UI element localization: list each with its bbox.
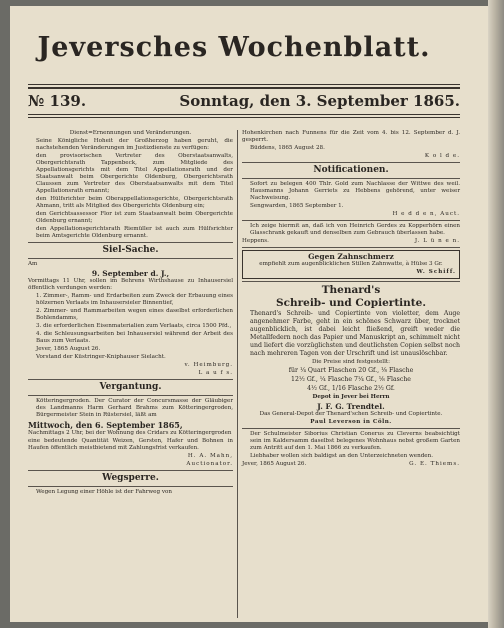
toothache-signature: W. Schiff. — [416, 269, 456, 275]
siel-date: 9. September d. J., — [91, 269, 170, 278]
toothache-title: Gegen Zahnschmerz — [308, 252, 394, 261]
house-sale-signature: G. E. Thiems. — [409, 461, 460, 467]
closure-place: Büddens, 1865 August 28. — [250, 145, 325, 151]
issue-line — [28, 92, 460, 110]
intro-paragraph: den Gerichtsassessor Flor ist zum Staatsanwalt beim Obergerichte Oldenburg ernannt; — [36, 211, 233, 224]
ink-price-line: 4½ Gf., 1/16 Flasche 2½ Gf. — [307, 385, 395, 392]
house-sale-place: Jever, 1865 August 26. — [242, 461, 307, 467]
section-separator — [242, 220, 460, 221]
ink-depot: Depot in Jever bei Herrn — [312, 394, 390, 400]
house-sale-footer — [242, 461, 460, 468]
ink-price-line: 12½ Gf., ¼ Flasche 7¼ Gf., ⅛ Flasche — [291, 376, 411, 383]
ink-dealer-name: J. F. G. Trendtel. — [317, 402, 385, 411]
wegsperre-text: Wegen Legung einer Höhle ist der Fahrweg von — [36, 489, 172, 495]
toothache-ad — [242, 250, 460, 279]
vergantung-role: Auctionator. — [186, 461, 233, 467]
section-separator — [28, 395, 233, 396]
ink-price-line: für ¼ Quart Flaschen 20 Gf., ⅛ Flasche — [288, 367, 414, 374]
notifications-title: Notificationen. — [313, 165, 389, 175]
warning-signature: J. L ü n e n. — [414, 238, 460, 244]
intro-paragraph: den Hülfsrichter beim Oberappellationsgerichte, Obergerichtsrath Ahmann, tritt als Mitglied des Obergerichts Oldenburg ein; — [36, 196, 233, 209]
house-sale-text: Der Schulmeister Siborius Christian Conerus zu Cleverns beabsichtigt sein im Kaldersamm daselbst belegenes Wohnhaus nebst großem Garten zum Antritt auf den 1. Mai 1866 zu verkaufen. — [250, 431, 460, 451]
vergantung-text: Kötteringergroden. Der Curator der Concursmasse der Gläubiger des Landmanns Harm Gerhard Brahms zum Kötteringergroden, Bürgermeister Stein in Rüstersiel, läßt am — [36, 398, 233, 418]
section-separator — [28, 242, 233, 243]
issue-rule-top — [28, 114, 460, 115]
warning-footer — [242, 238, 460, 245]
intro-paragraph: den provisorischen Vertreter des Oberstaatsanwalts, Obergerichtsrath Tappenbeck, zum Mitgliede des Appellationsgerichts mit dem Titel Appellationsrath und der Staatsanwalt beim Obergerichte Oldenburg, Obergerichtsrath Claussen zum Vertreter des Oberstaatsanwalts mit dem Titel Appellationsrath ernannt; — [36, 153, 233, 194]
vergantung-goods: eine bedeutende Quantität Weizen, Gersten, Hafer und Bohnen in Haufen öffentlich meistbietend mit Zahlungsfrist verkaufen. — [28, 438, 233, 451]
section-separator — [242, 162, 460, 163]
intro-paragraph: den Appellationsgerichtsrath Riemüller ist auch zum Hülfsrichter beim Amtsgerichte Oldenburg ernannt. — [36, 226, 233, 239]
warning-text: Ich zeige hiermit an, daß ich von Heinrich Gerdes zu Kopperhörn einen Glasschrank gekauft und denselben zum Gebrauch überlassen habe. — [250, 223, 460, 236]
siel-intro: Vormittags 11 Uhr, sollen im Behrens Wirthshause zu Inhausersiel öffentlich verdungen werden: — [28, 278, 233, 291]
section-separator — [28, 470, 233, 471]
siel-am: Am — [28, 261, 38, 267]
section-separator — [28, 258, 233, 259]
masthead-rule-top — [28, 84, 460, 85]
laufs-signature: L a u f s. — [198, 370, 233, 376]
masthead-rule-thick — [28, 87, 460, 89]
issue-rule-bottom — [28, 117, 460, 118]
masthead-title: Jeversches Wochenblatt. — [37, 32, 431, 63]
ink-ad-text: Thenard's Schreib- und Copiertinte von violetter, dem Auge angenehmer Farbe, geht in ein schönes Schwarz über, trocknet augenblicklich, ist dabei leicht fließend, greift weder die Metallfedern noch das Papier und Manuskript an, schimmelt nicht und liefert die vorzüglichsten und deutlichsten Copien selbst noch nach mehreren Tagen von der Urschrift und ist unauslöschbar. — [250, 310, 460, 357]
section-separator — [28, 379, 233, 380]
siel-item: 2. Zimmer- und Rammarbeiten wegen eines daselbst erforderlichen Bohlendamms, — [36, 308, 233, 321]
house-sale-contact: Liebhaber wollen sich baldigst an den Unterzeichneten wenden. — [250, 453, 433, 459]
siel-item: 1. Zimmer-, Ramm- und Erdarbeiten zum Zweck der Erbauung eines hölzernen Verlaats im Inhausersieler Binnentief, — [36, 293, 233, 306]
intro-paragraph: Seine Königliche Hoheit der Großherzog haben geruht, die nachstehenden Veränderungen im Justizdienste zu verfügen: — [36, 138, 233, 151]
vergantung-time: Nachmittags 2 Uhr, bei der Wohnung des Cridars zu Kötteringergroden — [28, 430, 232, 436]
left-column — [28, 130, 233, 497]
ink-general-depot: Das General-Depot der Thenard'schen Schreib- und Copiertinte. — [259, 411, 443, 417]
vergantung-title: Vergantung. — [99, 382, 162, 392]
column-divider — [237, 130, 238, 618]
notification-signature: H e d d e n, Auct. — [392, 211, 460, 217]
right-column — [242, 130, 460, 469]
issue-number: № 139. — [28, 92, 87, 110]
siel-title: Siel-Sache. — [102, 245, 159, 255]
notification-text: Sofort zu belegen 400 Thlr. Gold zum Nachlasse der Wittwe des weil. Hausmanns Johann Gerriets zu Hebbens gehörend, unter weiser Nachweisung. — [250, 181, 460, 201]
ink-firm: Paul Leverson in Cöln. — [310, 419, 392, 425]
ink-ad-title: Thenard's — [321, 284, 381, 296]
closure-text: Hohenkirchen nach Funnens für die Zeit vom 4. bis 12. September d. J. gesperrt. — [242, 130, 460, 143]
siel-item: 3. die erforderlichen Eisenmaterialien zum Verlaats, circa 1500 Pfd., — [36, 323, 232, 329]
wegsperre-title: Wegsperre. — [102, 473, 159, 483]
issue-date: Sonntag, den 3. September 1865. — [179, 92, 460, 110]
intro-heading: Dienst=Ernennungen und Veränderungen. — [69, 130, 192, 136]
section-separator — [242, 281, 460, 282]
warning-place: Heppens. — [242, 238, 269, 244]
ink-prices-heading: Die Preise sind festgestellt: — [311, 359, 390, 365]
toothache-text: empfiehlt zum augenblicklichen Stillen Zahnwatte, à Hülse 3 Gr. — [259, 261, 443, 267]
siel-item: 4. die Schleusungsarbeiten bei Inhausersiel während der Arbeit des Baus zum Verlaats. — [36, 331, 233, 344]
book-binding — [488, 0, 504, 628]
closure-signature: K o l d e. — [424, 153, 460, 159]
vergantung-signature: H. A. Mahn, — [187, 453, 233, 459]
siel-place: Jever, 1865 August 26. — [36, 346, 101, 352]
section-separator — [242, 428, 460, 429]
section-separator — [242, 247, 460, 248]
ink-ad-subtitle: Schreib- und Copiertinte. — [276, 297, 426, 309]
notification-place: Sengwarden, 1865 September 1. — [250, 203, 344, 209]
vergantung-date: Mittwoch, den 6. September 1865, — [28, 420, 183, 430]
siel-signature: v. Heimburg. — [184, 362, 233, 368]
section-separator — [28, 486, 233, 487]
newspaper-page — [10, 6, 488, 622]
siel-board: Vorstand der Küstringer-Kniphauser Sielacht. — [36, 354, 166, 360]
section-separator — [242, 178, 460, 179]
